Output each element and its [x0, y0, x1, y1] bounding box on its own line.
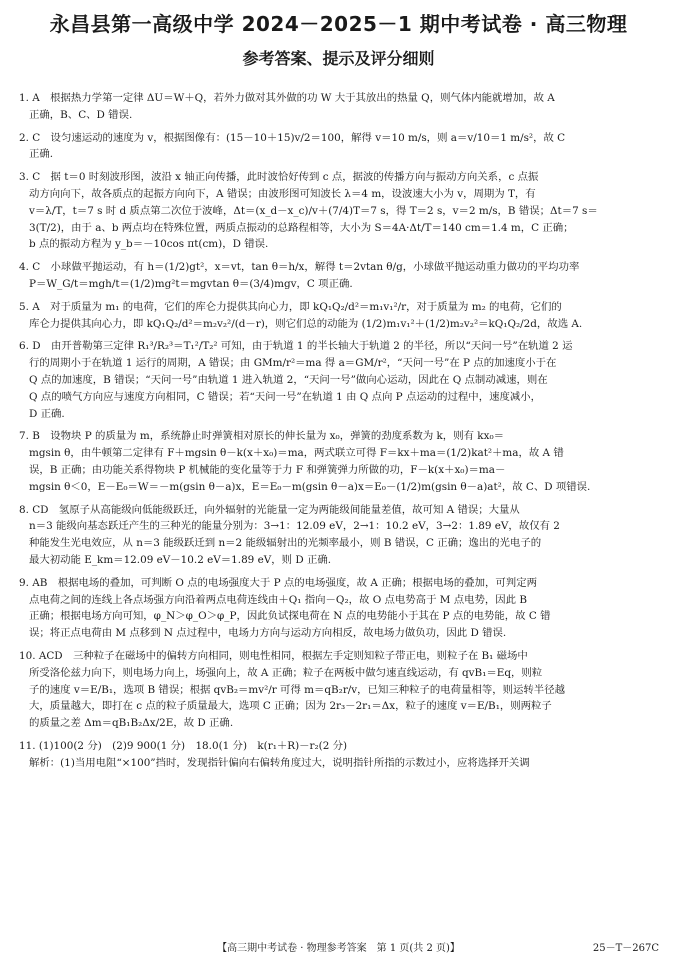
- answer-line: 种能发生光电效应，从 n＝3 能级跃迁到 n＝2 能级辐射出的光频率最小，则 B 错误，C 正确；逸出的光电子的: [29, 537, 542, 550]
- answer-line: b 点的振动方程为 y_b＝－10cos πt(cm)，D 错误.: [29, 238, 269, 251]
- answer-line: v＝λ/T，t＝7 s 时 d 质点第二次位于波峰，Δt＝(x_d－x_c)/v＋(7/4)T＝7 s，得 T＝2 s，v＝2 m/s，B 错误；Δt＝7 s＝: [29, 204, 598, 217]
- answer-line: mgsin θ，由牛顿第二定律有 F＋mgsin θ－k(x＋x₀)＝ma，两式联立可得 F＝kx＋ma＝(1/2)kat²＋ma，故 A 错: [29, 447, 564, 460]
- answer-item: [19, 169, 659, 253]
- answer-line: mgsin θ＜0，E－E₀＝W＝－m(gsin θ－a)x，E＝E₀－m(gsin θ－a)x＝E₀－(1/2)m(gsin θ－a)at²，故 C、D 项错误.: [29, 480, 591, 493]
- answer-item: [19, 502, 659, 569]
- answer-line: 3(T/2)，由于 a、b 两点均在特殊位置，两质点振动的总路程相等，大小为 S＝4A·Δt/T＝140 cm＝1.4 m，C 正确；: [29, 221, 574, 234]
- answer-first-line: 4. C 小球做平抛运动，有 h＝(1/2)gt²，x＝vt，tan θ＝h/x，解得 t＝2vtan θ/g，小球做平抛运动重力做功的平均功率: [19, 261, 580, 274]
- page-footer: [0, 939, 677, 957]
- answer-item: [19, 259, 659, 293]
- answer-list: [19, 90, 659, 930]
- answer-line: Q 点的喷气方向应与速度方向相同，C 错误；若“天问一号”在轨道 1 由 Q 点向 P 点运动的过程中，速度减小，: [29, 390, 542, 403]
- answer-line: 所受洛伦兹力向下，则电场力向上，场强向上，故 A 正确；粒子在两板中做匀速直线运动，有 qvB₁＝Eq，则粒: [29, 666, 543, 679]
- answer-line: 正确；根据电场方向可知，φ_N＞φ_O＞φ_P，因此负试探电荷在 N 点的电势能小于其在 P 点的电势能，故 C 错: [29, 610, 551, 623]
- footer-page-label: 【高三期中考试卷 · 物理参考答案 第 1 页(共 2 页)】: [217, 943, 460, 954]
- answer-line: 正确.: [29, 148, 54, 161]
- answer-line: 行的周期小于在轨道 1 运行的周期，A 错误；由 GMm/r²＝ma 得 a＝GM/r²，“天问一号”在 P 点的加速度小于在: [29, 357, 557, 370]
- answer-line: 误，B 正确；由功能关系得物块 P 机械能的变化量等于力 F 和弹簧弹力所做的功，F－k(x＋x₀)＝ma－: [29, 463, 506, 476]
- answer-first-line: 3. C 据 t＝0 时刻波形图，波沿 x 轴正向传播，此时波恰好传到 c 点，据波的传播方向与振动方向关系，c 点振: [19, 171, 539, 184]
- answer-line: n＝3 能级向基态跃迁产生的三种光的能量分别为：3→1：12.09 eV，2→1：10.2 eV，3→2：1.89 eV，故仅有 2: [29, 520, 560, 533]
- answer-item: [19, 738, 659, 772]
- answer-item: [19, 130, 659, 164]
- answer-line: 的质量之差 Δm＝qB₁B₂Δx/2E，故 D 正确.: [29, 717, 234, 730]
- answer-line: 误；将正点电荷由 M 点移到 N 点过程中，电场力方向与运动方向相反，故电场力做负功，因此 D 错误.: [29, 627, 507, 640]
- answer-first-line: 8. CD 氢原子从高能级向低能级跃迁，向外辐射的光能量一定为两能级间能量差值，故可知 A 错误；大量从: [19, 503, 520, 516]
- answer-line: Q 点的加速度，B 错误；“天问一号”由轨道 1 进入轨道 2，“天问一号”做向心运动，因此在 Q 点制动减速，则在: [29, 373, 548, 386]
- answer-first-line: 10. ACD 三种粒子在磁场中的偏转方向相同，则电性相同，根据左手定则知粒子带正电，则粒子在 B₁ 磁场中: [19, 649, 528, 662]
- answer-item: [19, 575, 659, 642]
- answer-first-line: 1. A 根据热力学第一定律 ΔU＝W＋Q，若外力做对其外做的功 W 大于其放出的热量 Q，则气体内能就增加，故 A: [19, 92, 555, 104]
- page-title: 永昌县第一高级中学 2024－2025－1 期中考试卷 · 高三物理: [49, 12, 628, 36]
- answer-first-line: 9. AB 根据电场的叠加，可判断 O 点的电场强度大于 P 点的电场强度，故 A 正确；根据电场的叠加，可判定两: [19, 576, 537, 589]
- footer-code: 25－T－267C: [592, 943, 659, 954]
- answer-item: [19, 338, 659, 422]
- answer-first-line: 2. C 设匀速运动的速度为 v，根据图像有：(15－10＋15)v/2＝100，解得 v＝10 m/s，则 a＝v/10＝1 m/s²，故 C: [19, 131, 566, 144]
- answer-line: 库仑力提供其向心力，即 kQ₁Q₂/d²＝m₂v₂²/(d－r)，则它们总的动能为 (1/2)m₁v₁²＋(1/2)m₂v₂²＝kQ₁Q₂/2d，故选 A.: [29, 317, 583, 330]
- answer-item: [19, 90, 659, 124]
- answer-line: 最大初动能 E_km＝12.09 eV－10.2 eV＝1.89 eV，则 D 正确.: [29, 553, 332, 566]
- answer-first-line: 5. A 对于质量为 m₁ 的电荷，它们的库仑力提供其向心力，即 kQ₁Q₂/d²＝m₁v₁²/r，对于质量为 m₂ 的电荷，它们的: [19, 300, 562, 313]
- page-subtitle: 参考答案、提示及评分细则: [242, 49, 435, 68]
- answer-item: [19, 299, 659, 333]
- answer-first-line: 11. (1)100(2 分) (2)9 900(1 分) 18.0(1 分) k(r₁＋R)－r₂(2 分): [19, 739, 348, 752]
- answer-line: 点电荷之间的连线上各点场强方向沿着两点电荷连线由＋Q₁ 指向－Q₂，故 O 点电势高于 M 点电势，因此 B: [29, 593, 527, 606]
- answer-line: 解析：(1)当用电阻“×100”挡时，发现指针偏向右偏转角度过大，说明指针所指的示数过小，应将选择开关调: [29, 756, 530, 769]
- answer-first-line: 6. D 由开普勒第三定律 R₁³/R₂³＝T₁²/T₂² 可知，由于轨道 1 的半长轴大于轨道 2 的半径，所以“天问一号”在轨道 2 运: [19, 340, 573, 353]
- answer-line: D 正确.: [29, 407, 65, 420]
- answer-line: 子的速度 v＝E/B₁，选项 B 错误；根据 qvB₂＝mv²/r 可得 m＝qB₂r/v，已知三种粒子的电荷量相等，则运转半径越: [29, 683, 565, 696]
- answer-first-line: 7. B 设物块 P 的质量为 m，系统静止时弹簧相对原长的伸长量为 x₀，弹簧的劲度系数为 k，则有 kx₀＝: [19, 430, 504, 443]
- answer-item: [19, 428, 659, 495]
- answer-item: [19, 648, 659, 732]
- answer-line: 动方向向下，故各质点的起振方向向下，A 错误；由波形图可知波长 λ＝4 m，设波速大小为 v，周期为 T，有: [29, 187, 536, 200]
- answer-line: 大，质量越大，即打在 c 点的粒子质量最大，选项 C 正确；因为 2r₃－2r₁＝Δx，粒子的速度 v＝E/B₁，则两粒子: [29, 700, 552, 713]
- answer-line: P＝W_G/t＝mgh/t＝(1/2)mg²t＝mgvtan θ＝(3/4)mgv，C 项正确.: [29, 277, 353, 290]
- answer-line: 正确，B、C、D 错误.: [29, 108, 133, 121]
